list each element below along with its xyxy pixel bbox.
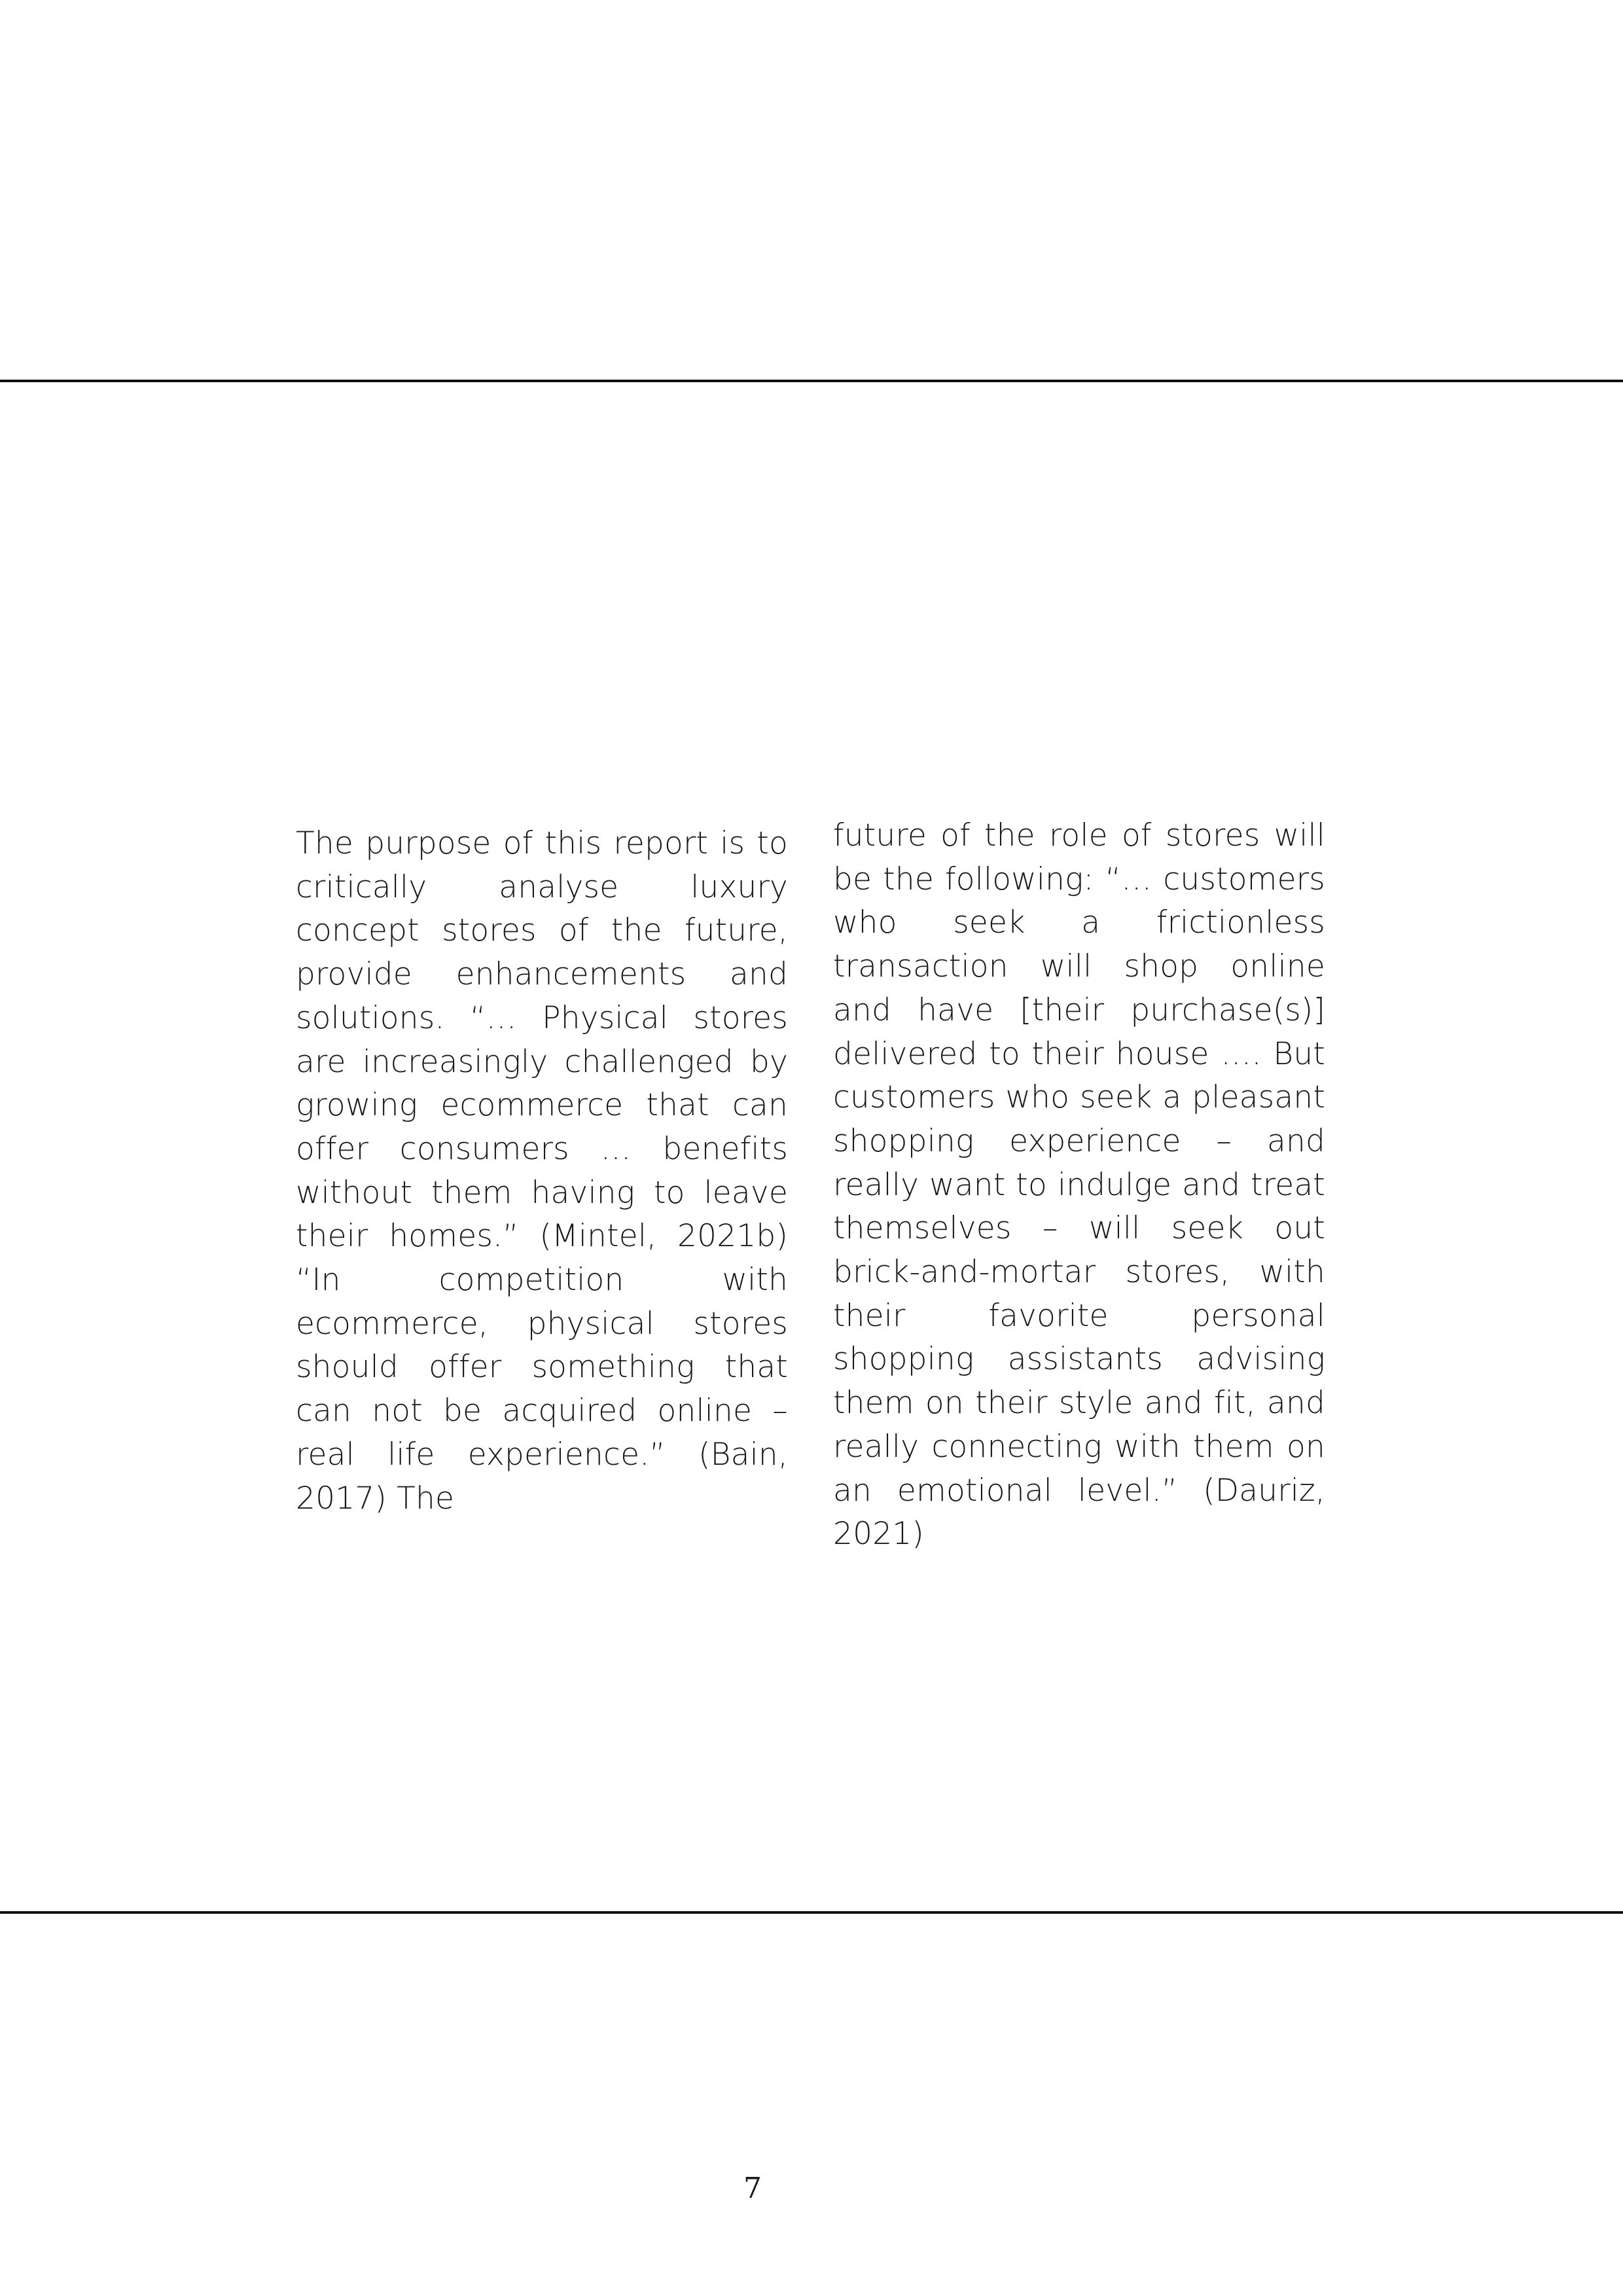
- body-text-column-left: The purpose of this report is to critically analyse luxury concept stores of the future, provide enhancements and solutions. “… Physical stores are increasingly challenged by growing ecommerce that can offer consumers … benefits without them having to leave their homes.” (Mintel, 2021b) “In competition with ecommerce, physical stores should offer something that can not be acquired online – real life experience.” (Bain, 2017) The: [296, 825, 788, 1516]
- top-divider: [0, 380, 1623, 382]
- bottom-divider: [0, 1911, 1623, 1914]
- page-number: 7: [743, 2172, 762, 2205]
- body-text-column-right: future of the role of stores will be the following: “… customers who seek a frictionless transaction will shop online and have [their purchase(s)] delivered to their house …. But customers who seek a pleasant shopping experience – and really want to indulge and treat themselves – will seek out brick-and-mortar stores, with their favorite personal shopping assistants advising them on their style and fit, and really connecting with them on an emotional level.” (Dauriz, 2021): [833, 817, 1325, 1552]
